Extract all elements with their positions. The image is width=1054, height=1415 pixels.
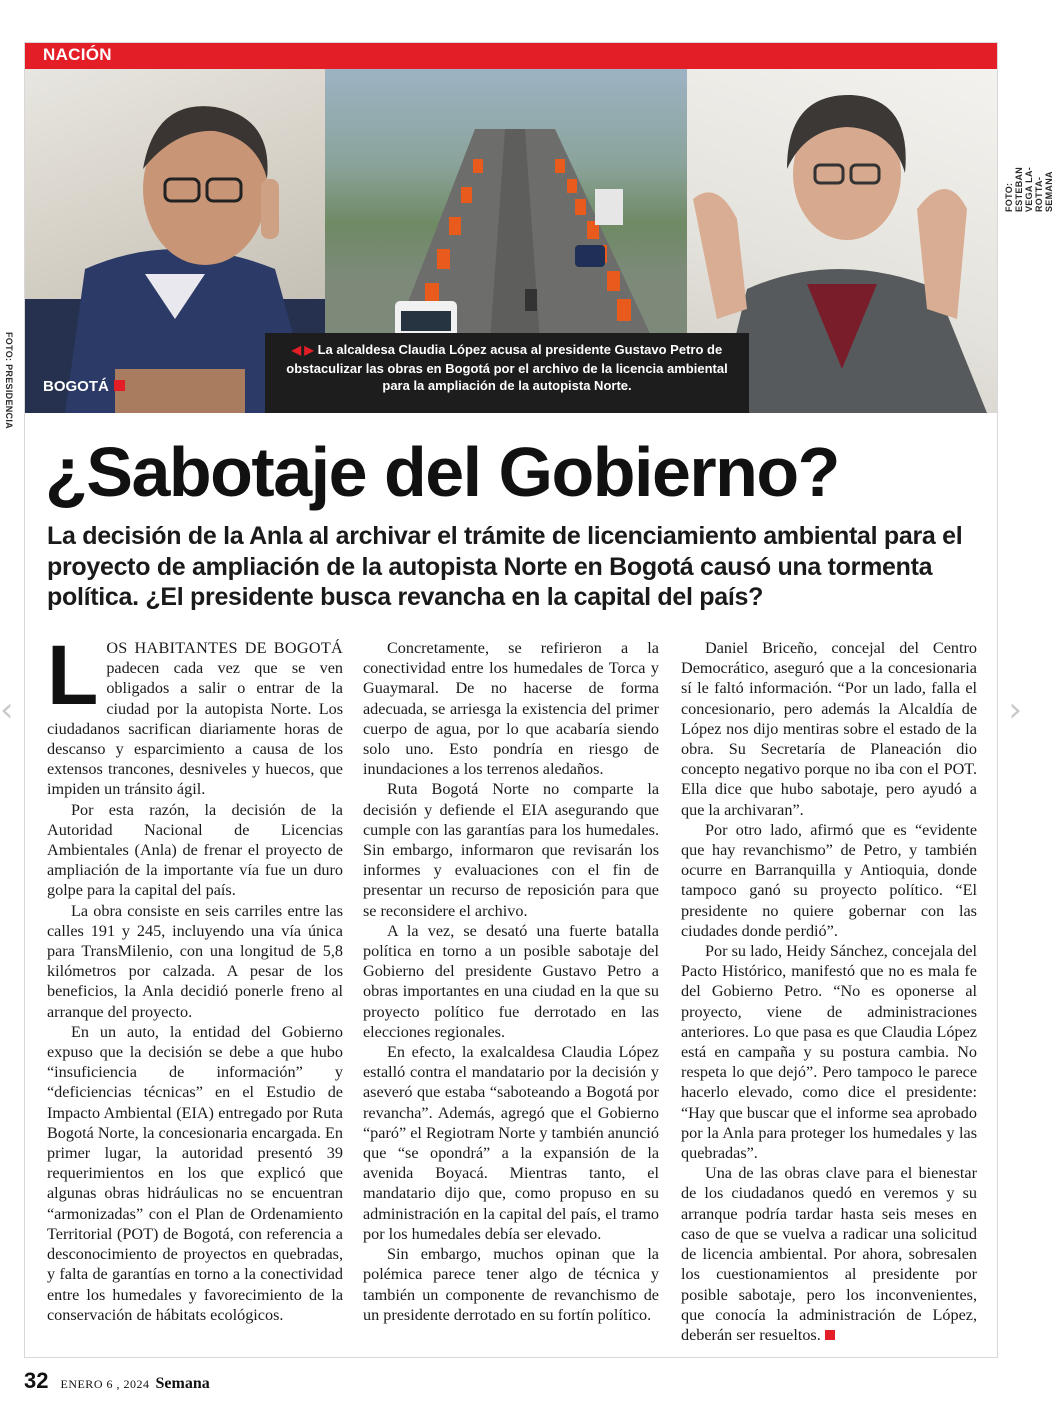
paragraph: En efecto, la exalcaldesa Claudia López estalló contra el mandatario por la decisión y aseveró que estaba “saboteando a Bogotá por revancha”. Además, agregó que el Gobierno “paró” el Regiotram Norte y también anunció que “se opondrá” a la expansión de la avenida Boyacá. Mientras tanto, el mandatario dijo que, como propuso en su administración en la capital del país, el tramo por los humedales debía ser elevado. (363, 1043, 659, 1243)
next-page-arrow[interactable]: › (1008, 690, 1022, 730)
photo-credit-left: FOTO: PRESIDENCIA (4, 332, 14, 429)
paragraph: Concretamente, se refirieron a la conectividad entre los humedales de Torca y Guaymaral. De no hacerse de forma adecuada, se arriesga la existencia del primer cuerpo de agua, por lo que acabaría siendo solo uno. Esto pondría en riesgo de inundaciones a los terrenos aledaños. (363, 639, 659, 779)
paragraph: Ruta Bogotá Norte no comparte la decisión y defiende el EIA asegurando que cumple con las garantías para los humedales. Sin embargo, informaron que revisarán los informes y evaluaciones con el fin de presentar un recurso de reposición para que se reconsidere el archivo. (363, 780, 659, 920)
caption-text: La alcaldesa Claudia López acusa al presidente Gustavo Petro de obstaculizar las obras en Bogotá por el archivo de la licencia ambiental para la ampliación de la autopista Norte. (286, 342, 728, 393)
paragraph: Sin embargo, muchos opinan que la polémica parece tener algo de técnica y también un componente de revanchismo de un presidente derrotado en su fortín político. (363, 1245, 659, 1324)
paragraph: Daniel Briceño, concejal del Centro Democrático, aseguró que a la concesionaria sí le faltó información. “Por un lado, falla el concesionario, pero además la Alcaldía de López nos dijo mentiras sobre el estado de la obra. Su Secretaría de Planeación dio concepto negativo porque no iba con el POT. Ella dice que hubo sabotaje, pero ayudó a que la archivaran”. (681, 639, 977, 819)
photo-caption (265, 333, 749, 413)
article-column-3 (681, 638, 977, 1345)
article-column-2 (363, 638, 659, 1325)
headline: ¿Sabotaje del Gobierno? (45, 433, 839, 511)
dropcap: L (47, 628, 99, 722)
location-tag-label: BOGOTÁ (43, 378, 109, 395)
final-paragraph (681, 1163, 977, 1345)
location-tag (43, 378, 125, 395)
paragraph-text: Una de las obras clave para el bienestar de los ciudadanos quedó en veremos y su arranque podría tardar hasta seis meses en caso de que se vuelva a radicar una solicitud de licencia ambiental. Por ahora, sobresalen los cuestionamientos al presidente por posible sabotaje, pero los inconvenientes, que conocía la administración de López, deberán ser resueltos. (681, 1164, 977, 1344)
paragraph: Por esta razón, la decisión de la Autoridad Nacional de Licencias Ambientales (Anla) de frenar el proyecto de ampliación de la importante vía fue un duro golpe para la capital del país. (47, 800, 343, 900)
paragraph: La obra consiste en seis carriles entre las calles 191 y 245, incluyendo una vía única para TransMilenio, con una longitud de 5,8 kilómetros por calzada. A pesar de los beneficios, la Anla decidió ponerle freno al arranque del proyecto. (47, 901, 343, 1021)
lead-paragraph (47, 628, 343, 800)
paragraph: padecen cada vez que se ven obligados a salir o entrar de la ciudad por la autopista Norte. Los ciudadanos sacrifican diariamente horas de descanso y esparcimiento a causa de los extensos trancones, desniveles y huecos, que impiden un tránsito ágil. (47, 659, 343, 799)
page-number: 32 (24, 1368, 49, 1393)
magazine-page (24, 42, 998, 1358)
section-label: NACIÓN (43, 45, 112, 64)
paragraph: Por otro lado, afirmó que es “evidente que hay revanchismo” de Petro, y también ocurre en Barranquilla y Antioquia, donde tampoco ganó su proyecto político. “El presidente no quiere gobernar con las ciudades donde perdió”. (681, 820, 977, 940)
paragraph: Por su lado, Heidy Sánchez, concejala del Pacto Histórico, manifestó que no es mala fe del Gobierno Petro. “No es oponerse al proyecto, viene de administraciones anteriores. Lo que pasa es que Claudia López está en campaña y su postura cambia. No respeta lo que dejó”. Pero tampoco le parece hacerlo elevado, como dice el presidente: “Hay que buscar que el informe sea aprobado por la Anla para proteger los humedales y las quebradas”. (681, 942, 977, 1163)
magazine-name: Semana (155, 1375, 210, 1392)
previous-page-arrow[interactable]: ‹ (0, 690, 14, 730)
lead-caps: OS HABITANTES DE BOGOTÁ (106, 639, 343, 657)
caption-arrows-icon: ◀ ▶ (291, 343, 314, 357)
paragraph: A la vez, se desató una fuerte batalla política en torno a un posible sabotaje del Gobierno del presidente Gustavo Petro a obras importantes en una ciudad en la que su proyecto político fue derrotado en las elecciones regionales. (363, 921, 659, 1041)
article-column-1 (47, 628, 343, 1325)
end-mark-icon (825, 1330, 835, 1340)
paragraph: En un auto, la entidad del Gobierno expuso que la decisión se debe a que hubo “insuficiencia de información” y “deficiencias técnicas” en el Estudio de Impacto Ambiental (EIA) entregado por Ruta Bogotá Norte, la concesionaria encargada. En primer lugar, la autoridad presentó 39 requerimientos en los que explicó que algunas obras hidráulicas no se encuentran “armonizadas” con el Plan de Ordenamiento Territorial (POT) de Bogotá, con referencia a desconocimiento de proyectos en quebradas, y falta de garantías en torno a la conectividad entre los humedales y favorecimiento de la conservación de hábitats ecológicos. (47, 1022, 343, 1324)
section-bar (25, 43, 997, 69)
dek: La decisión de la Anla al archivar el trámite de licenciamiento ambiental para el proyecto de ampliación de la autopista Norte en Bogotá causó una tormenta política. ¿El presidente busca revancha en la capital del país? (47, 522, 963, 611)
red-square-icon (114, 380, 125, 391)
page-footer (24, 1368, 210, 1398)
photo-credit-right: FOTO: ESTEBAN VEGA LA-ROTTA-SEMANA (1004, 166, 1054, 212)
issue-date: ENERO 6 , 2024 (60, 1377, 150, 1391)
